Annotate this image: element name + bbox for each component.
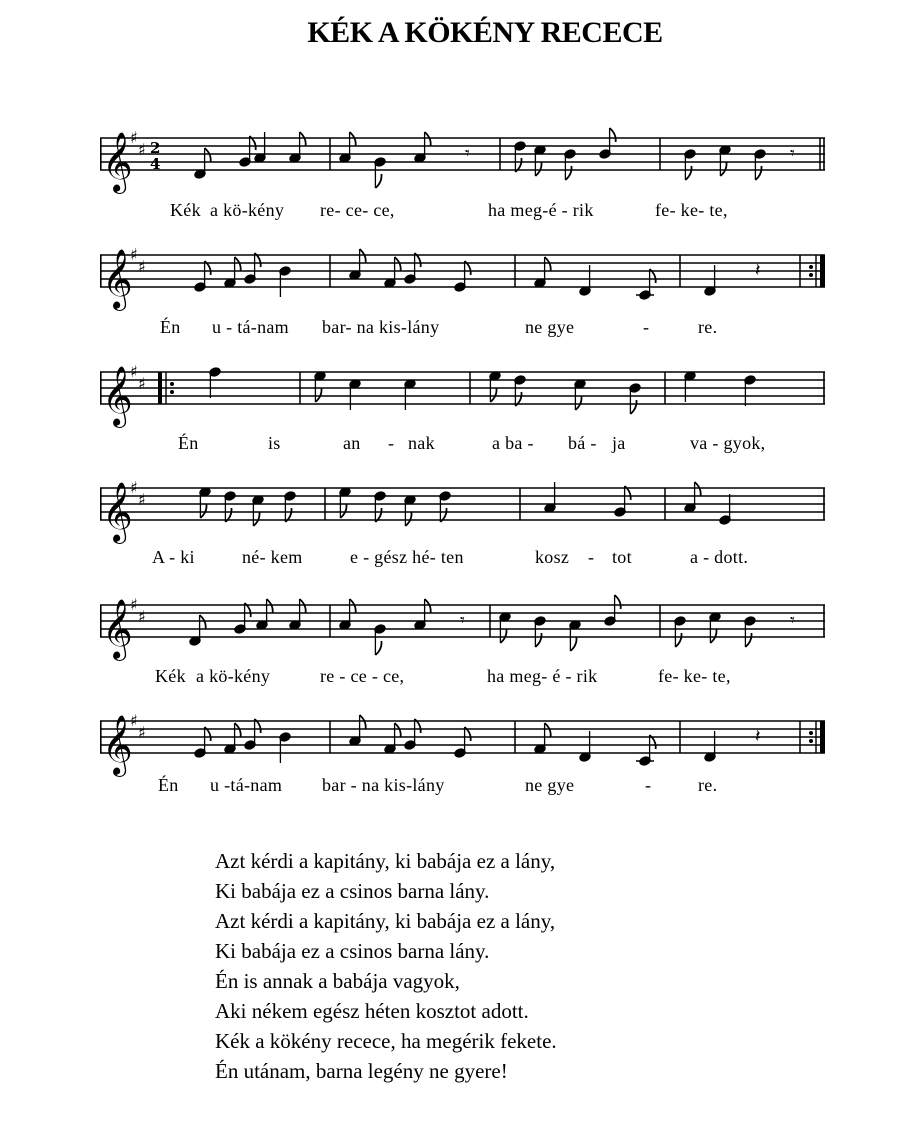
sharp-c-icon: ♯ xyxy=(138,723,146,742)
note xyxy=(499,612,511,643)
lyric-syllable: Kék xyxy=(170,200,201,220)
note xyxy=(349,379,361,410)
lyric-syllable: - xyxy=(588,547,595,567)
lyric-syllable: is xyxy=(268,433,281,453)
verse-line: Azt kérdi a kapitány, ki babája ez a lány, xyxy=(215,909,556,933)
note xyxy=(534,257,551,288)
note xyxy=(629,383,641,414)
treble-clef-icon: 𝄞 xyxy=(102,482,133,542)
verse-line: Azt kérdi a kapitány, ki babája ez a lány, xyxy=(215,849,556,873)
note xyxy=(704,731,716,762)
lyric-syllable: tot xyxy=(612,547,632,567)
lyric-syllable: ne gye xyxy=(525,775,575,795)
lyric-syllable: - xyxy=(643,317,650,337)
lyric-syllable: re- ce- ce, xyxy=(320,200,395,220)
eighth-rest-icon: 𝄾 xyxy=(460,609,465,631)
quarter-rest-icon: 𝄽 xyxy=(755,259,761,281)
note xyxy=(564,149,576,180)
lyric-syllable: nak xyxy=(408,433,435,453)
note xyxy=(704,265,716,296)
treble-clef-icon: 𝄞 xyxy=(102,249,133,309)
note xyxy=(636,269,656,300)
lyric-line-3 xyxy=(0,433,900,457)
lyric-syllable: - xyxy=(645,775,652,795)
eighth-rest-icon: 𝄾 xyxy=(790,142,795,164)
note xyxy=(534,145,546,176)
repeat-start-thick xyxy=(158,372,162,404)
note xyxy=(252,495,264,526)
song-title: KÉK A KÖKÉNY RECECE xyxy=(307,16,663,49)
staff-system-3 xyxy=(100,352,825,426)
lyric-syllable: né- kem xyxy=(242,547,303,567)
treble-clef-icon: 𝄞 xyxy=(102,366,133,426)
lyric-syllable: fe- ke- te, xyxy=(655,200,728,220)
repeat-dot xyxy=(170,382,174,386)
lyric-syllable: re. xyxy=(698,317,718,337)
note xyxy=(199,487,211,518)
verse-line: Aki nékem egész héten kosztot adott. xyxy=(215,999,529,1023)
note xyxy=(534,723,551,754)
note xyxy=(384,723,401,754)
time-signature-bottom: 4 xyxy=(150,155,161,173)
note xyxy=(544,482,556,513)
note xyxy=(674,616,686,647)
note xyxy=(534,616,546,647)
note xyxy=(636,735,656,766)
note xyxy=(279,266,291,297)
sharp-f-icon: ♯ xyxy=(130,711,138,730)
verse-line: Ki babája ez a csinos barna lány. xyxy=(215,939,490,963)
note xyxy=(579,731,591,762)
verse-line: Ki babája ez a csinos barna lány. xyxy=(215,879,490,903)
note xyxy=(289,132,306,163)
sharp-f-icon: ♯ xyxy=(130,362,138,381)
treble-clef-icon: 𝄞 xyxy=(102,599,133,659)
note xyxy=(719,145,731,176)
note xyxy=(374,157,386,188)
note xyxy=(256,599,273,630)
note xyxy=(719,494,731,525)
lyric-syllable: a ba - xyxy=(492,433,534,453)
staff-system-2 xyxy=(100,235,825,309)
note xyxy=(224,723,241,754)
quarter-rest-icon: 𝄽 xyxy=(755,725,761,747)
staff-system-6 xyxy=(100,701,825,775)
lyric-syllable: fe- ke- te, xyxy=(658,666,731,686)
eighth-rest-icon: 𝄾 xyxy=(465,142,470,164)
verse-line: Én utánam, barna legény ne gyere! xyxy=(215,1059,508,1083)
note xyxy=(684,371,696,402)
note xyxy=(684,149,696,180)
note xyxy=(754,149,766,180)
lyric-syllable: bar- na kis-lány xyxy=(322,317,440,337)
sharp-f-icon: ♯ xyxy=(130,128,138,147)
note xyxy=(684,482,701,513)
note xyxy=(439,491,451,522)
note xyxy=(514,375,526,406)
lyric-syllable: re - ce - ce, xyxy=(320,666,405,686)
lyric-line-4 xyxy=(0,547,900,571)
lyric-syllable: u -tá-nam xyxy=(210,775,283,795)
lyric-syllable: bá - xyxy=(568,433,597,453)
staff-system-1 xyxy=(100,118,825,192)
note xyxy=(569,620,581,651)
note xyxy=(374,491,386,522)
repeat-dot xyxy=(809,739,813,743)
note xyxy=(349,249,366,280)
note xyxy=(374,624,386,655)
note xyxy=(289,599,306,630)
sharp-f-icon: ♯ xyxy=(130,245,138,264)
sharp-c-icon: ♯ xyxy=(138,607,146,626)
note xyxy=(404,495,416,526)
note xyxy=(744,375,756,406)
staff-system-5 xyxy=(100,585,825,659)
note xyxy=(404,379,416,410)
note xyxy=(349,715,366,746)
verse-text xyxy=(215,846,557,1086)
note xyxy=(339,132,356,163)
treble-clef-icon: 𝄞 xyxy=(102,715,133,775)
lyric-syllable: va - gyok, xyxy=(690,433,766,453)
lyric-syllable: a kö-kény xyxy=(210,200,285,220)
lyric-syllable: a - dott. xyxy=(690,547,749,567)
lyric-syllable: re. xyxy=(698,775,718,795)
lyric-syllable: Én xyxy=(160,317,181,337)
lyric-syllable: ha meg- é - rik xyxy=(487,666,598,686)
note xyxy=(574,379,586,410)
note xyxy=(489,371,501,402)
treble-clef-icon: 𝄞 xyxy=(102,132,133,192)
lyric-syllable: an xyxy=(343,433,361,453)
repeat-dot xyxy=(170,390,174,394)
note xyxy=(339,599,356,630)
lyric-syllable: - xyxy=(388,433,395,453)
note xyxy=(284,491,296,522)
sharp-f-icon: ♯ xyxy=(130,478,138,497)
note xyxy=(224,491,236,522)
note xyxy=(514,141,526,172)
lyric-line-5 xyxy=(0,666,900,690)
lyric-syllable: bar - na kis-lány xyxy=(322,775,445,795)
lyric-syllable: ja xyxy=(612,433,626,453)
verse-line: Kék a kökény recece, ha megérik fekete. xyxy=(215,1029,557,1053)
repeat-dot xyxy=(809,265,813,269)
note xyxy=(414,599,431,630)
lyric-syllable: Én xyxy=(158,775,179,795)
note xyxy=(209,367,221,398)
lyric-syllable: u - tá-nam xyxy=(212,317,289,337)
note xyxy=(414,132,431,163)
repeat-dot xyxy=(809,731,813,735)
lyric-syllable: A - ki xyxy=(152,547,195,567)
lyric-line-6 xyxy=(0,775,900,799)
sharp-c-icon: ♯ xyxy=(138,490,146,509)
sharp-f-icon: ♯ xyxy=(130,595,138,614)
lyric-syllable: a kö-kény xyxy=(196,666,271,686)
staff-system-4 xyxy=(100,468,825,542)
repeat-end-thick xyxy=(820,255,825,287)
lyric-syllable: Én xyxy=(178,433,199,453)
lyric-syllable: e - gész hé- ten xyxy=(350,547,464,567)
note xyxy=(314,371,326,402)
time-signature-top: 2 xyxy=(150,139,161,157)
lyric-line-1 xyxy=(0,200,900,224)
note xyxy=(224,257,241,288)
note xyxy=(709,612,721,643)
note xyxy=(279,732,291,763)
lyric-syllable: ha meg-é - rik xyxy=(488,200,594,220)
sharp-c-icon: ♯ xyxy=(138,257,146,276)
note xyxy=(189,615,206,646)
lyric-syllable: kosz xyxy=(535,547,570,567)
repeat-end-thick xyxy=(820,721,825,753)
note xyxy=(194,148,211,179)
note xyxy=(384,257,401,288)
eighth-rest-icon: 𝄾 xyxy=(790,609,795,631)
lyric-syllable: ne gye xyxy=(525,317,575,337)
lyric-line-2 xyxy=(0,317,900,341)
repeat-dot xyxy=(809,273,813,277)
verse-line: Én is annak a babája vagyok, xyxy=(215,969,460,993)
note xyxy=(744,616,756,647)
sharp-c-icon: ♯ xyxy=(138,140,146,159)
note xyxy=(579,265,591,296)
lyric-syllable: Kék xyxy=(155,666,186,686)
note xyxy=(339,487,351,518)
sharp-c-icon: ♯ xyxy=(138,374,146,393)
